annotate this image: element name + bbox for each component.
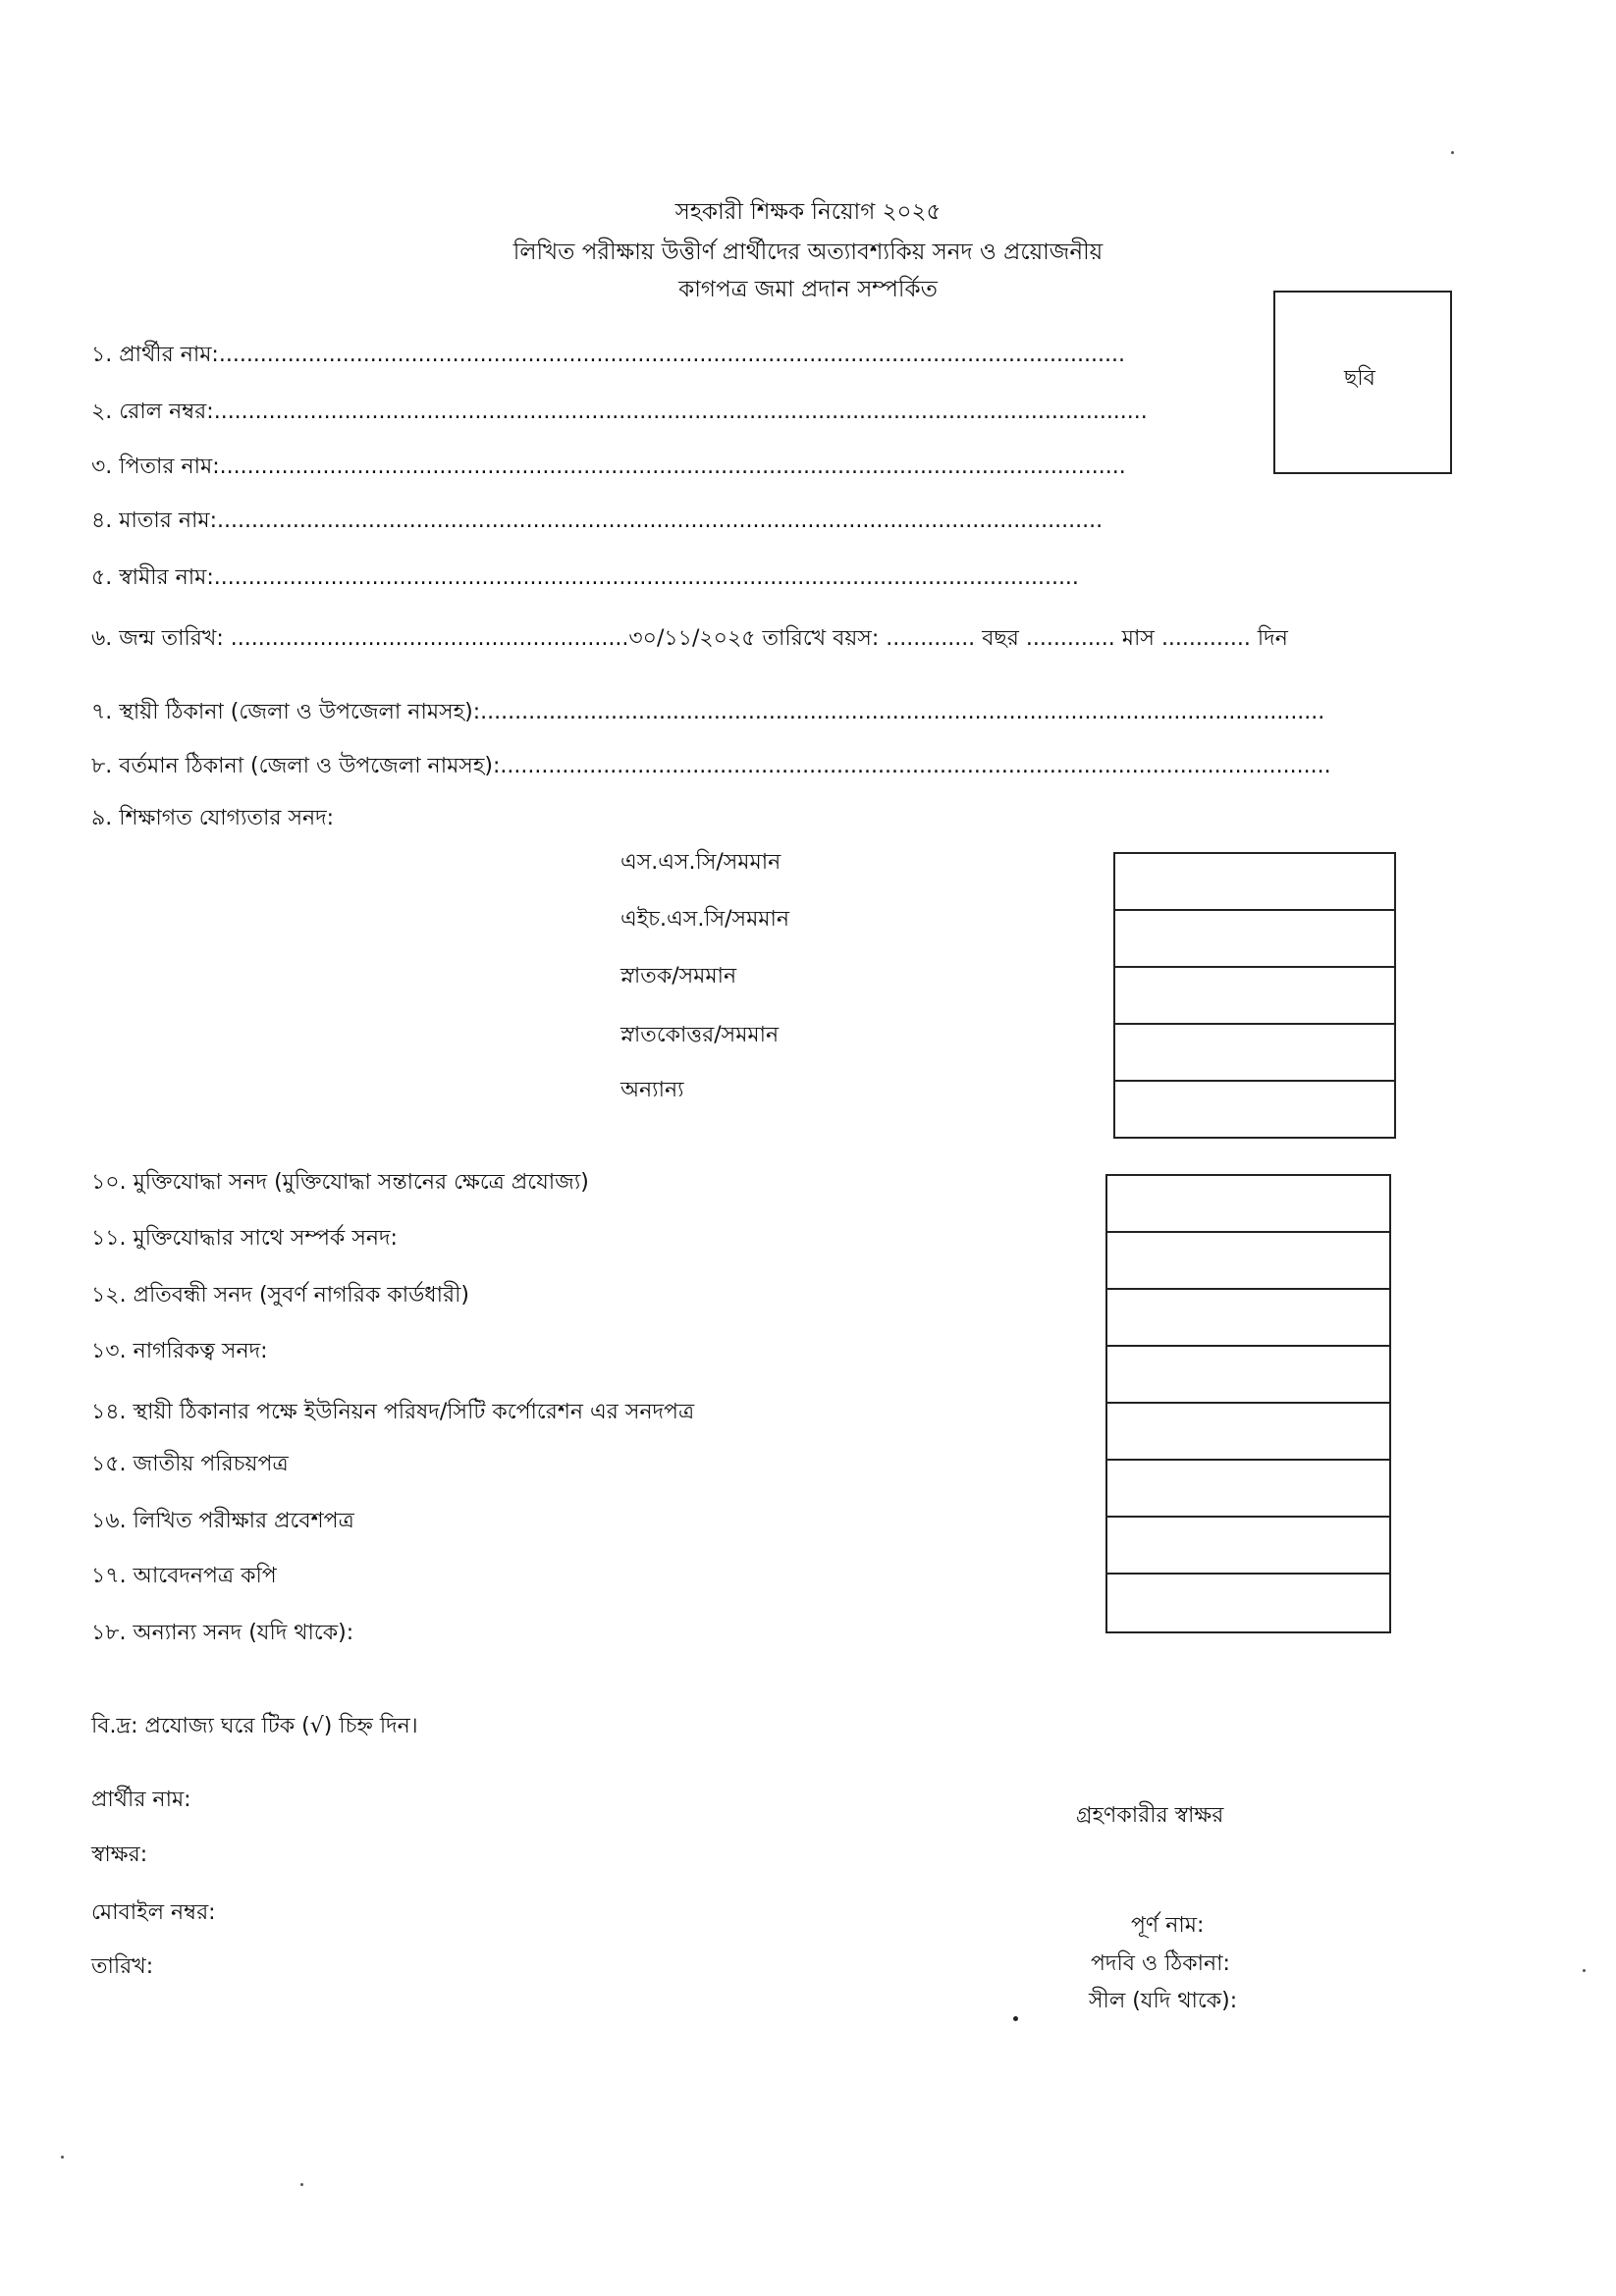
field-dots: ........................................................................................................................... (480, 700, 1325, 724)
document-checkbox[interactable] (1105, 1459, 1391, 1518)
form-subtitle: লিখিত পরীক্ষায় উত্তীর্ণ প্রার্থীদের অত্যাবশ্যকিয় সনদ ও প্রয়োজনীয় (512, 240, 1104, 265)
field-dots: ......................................................................................................................... (500, 754, 1331, 778)
education-ssc: এস.এস.সি/সমমান (620, 850, 781, 875)
field-label: ৪. মাতার নাম: (91, 508, 217, 533)
doc-item: ১৬. লিখিত পরীক্ষার প্রবেশপত্র (91, 1509, 354, 1533)
doc-item: ১৮. অন্যান্য সনদ (যদি থাকে): (91, 1621, 354, 1645)
photo-box[interactable] (1273, 291, 1452, 474)
receiver-full-name: পূর্ণ নাম: (1131, 1913, 1205, 1938)
scan-speck (300, 2183, 303, 2186)
photo-label: ছবি (1344, 366, 1375, 391)
education-checkbox[interactable] (1113, 966, 1396, 1025)
field-date-of-birth[interactable] (91, 625, 1288, 653)
age-month-label: মাস (1121, 626, 1155, 651)
field-husband-name[interactable] (91, 564, 1079, 592)
education-other: অন্যান্য (620, 1078, 684, 1102)
education-graduate: স্নাতক/সমমান (620, 964, 737, 988)
education-hsc: এইচ.এস.সি/সমমান (620, 907, 790, 932)
age-day-label: দিন (1257, 626, 1288, 651)
doc-item: ১২. প্রতিবন্ধী সনদ (সুবর্ণ নাগরিক কার্ডধারী) (91, 1283, 469, 1308)
instruction-note: বি.দ্র: প্রযোজ্য ঘরে টিক (√) চিহ্ন দিন। (91, 1714, 418, 1738)
education-heading: ৯. শিক্ষাগত যোগ্যতার সনদ: (91, 806, 335, 830)
document-checkbox[interactable] (1105, 1231, 1391, 1290)
applicant-signature: স্বাক্ষর: (91, 1842, 148, 1867)
field-label: ৮. বর্তমান ঠিকানা (জেলা ও উপজেলা নামসহ): (91, 754, 501, 778)
receiver-seal: সীল (যদি থাকে): (1089, 1989, 1238, 2013)
age-year-label: বছর (982, 626, 1019, 651)
age-year-dots[interactable]: ............. (886, 626, 976, 651)
document-checkbox[interactable] (1105, 1573, 1391, 1633)
doc-item: ১৩. নাগরিকত্ব সনদ: (91, 1339, 268, 1363)
applicant-date: তারিখ: (91, 1954, 154, 1979)
field-label: ১. প্রার্থীর নাম: (91, 343, 219, 367)
dob-dots: .......................................................... (230, 626, 629, 651)
field-label: ৫. স্বামীর নাম: (91, 565, 214, 590)
field-permanent-address[interactable] (91, 699, 1324, 726)
dob-age-text: ৩০/১১/২০২৫ তারিখে বয়স: (628, 626, 880, 651)
education-postgraduate: স্নাতকোত্তর/সমমান (620, 1023, 780, 1047)
doc-item: ১৭. আবেদনপত্র কপি (91, 1564, 277, 1588)
form-subtitle-2: কাগপত্র জমা প্রদান সম্পর্কিত (678, 277, 938, 302)
document-checkbox[interactable] (1105, 1174, 1391, 1233)
field-dots: .................................................................................................................................... (219, 454, 1126, 479)
document-checkbox[interactable] (1105, 1516, 1391, 1575)
doc-item: ১০. মুক্তিযোদ্ধা সনদ (মুক্তিযোদ্ধা সন্তানের ক্ষেত্রে প্রযোজ্য) (91, 1170, 589, 1195)
education-checkbox[interactable] (1113, 1080, 1396, 1139)
age-day-dots[interactable]: ............. (1160, 626, 1251, 651)
applicant-mobile: মোবাইল নম্বর: (91, 1900, 216, 1925)
field-label: ৭. স্থায়ী ঠিকানা (জেলা ও উপজেলা নামসহ): (91, 700, 481, 724)
doc-item: ১৪. স্থায়ী ঠিকানার পক্ষে ইউনিয়ন পরিষদ/সিটি কর্পোরেশন এর সনদপত্র (91, 1400, 695, 1424)
field-mother-name[interactable] (91, 507, 1103, 535)
field-father-name[interactable] (91, 454, 1126, 481)
education-checkbox[interactable] (1113, 909, 1396, 968)
education-checkbox[interactable] (1113, 852, 1396, 911)
field-label: ২. রোল নম্বর: (91, 400, 214, 424)
dob-label: ৬. জন্ম তারিখ: (91, 626, 224, 651)
scan-speck (1583, 1969, 1586, 1972)
field-present-address[interactable] (91, 753, 1331, 780)
field-candidate-name[interactable] (91, 342, 1125, 369)
field-dots: .................................................................................................................................... (218, 343, 1125, 367)
document-checkbox[interactable] (1105, 1402, 1391, 1461)
doc-item: ১৫. জাতীয় পরিচয়পত্র (91, 1452, 289, 1476)
field-dots: ........................................................................................................................................ (213, 400, 1148, 424)
scan-speck (61, 2156, 64, 2159)
scan-speck (1451, 151, 1454, 154)
document-checkbox[interactable] (1105, 1288, 1391, 1347)
field-dots: .............................................................................................................................. (213, 565, 1079, 590)
doc-item: ১১. মুক্তিযোদ্ধার সাথে সম্পর্ক সনদ: (91, 1226, 398, 1251)
receiver-designation: পদবি ও ঠিকানা: (1091, 1951, 1230, 1976)
scan-speck (1013, 2016, 1018, 2021)
document-checkbox[interactable] (1105, 1345, 1391, 1404)
applicant-name: প্রার্থীর নাম: (91, 1788, 191, 1812)
field-dots: ................................................................................................................................. (216, 508, 1104, 533)
form-title: সহকারী শিক্ষক নিয়োগ ২০২৫ (674, 199, 942, 225)
field-label: ৩. পিতার নাম: (91, 454, 220, 479)
receiver-signature: গ্রহণকারীর স্বাক্ষর (1076, 1803, 1224, 1828)
age-month-dots[interactable]: ............. (1025, 626, 1115, 651)
education-checkbox[interactable] (1113, 1023, 1396, 1082)
field-roll-number[interactable] (91, 399, 1148, 426)
